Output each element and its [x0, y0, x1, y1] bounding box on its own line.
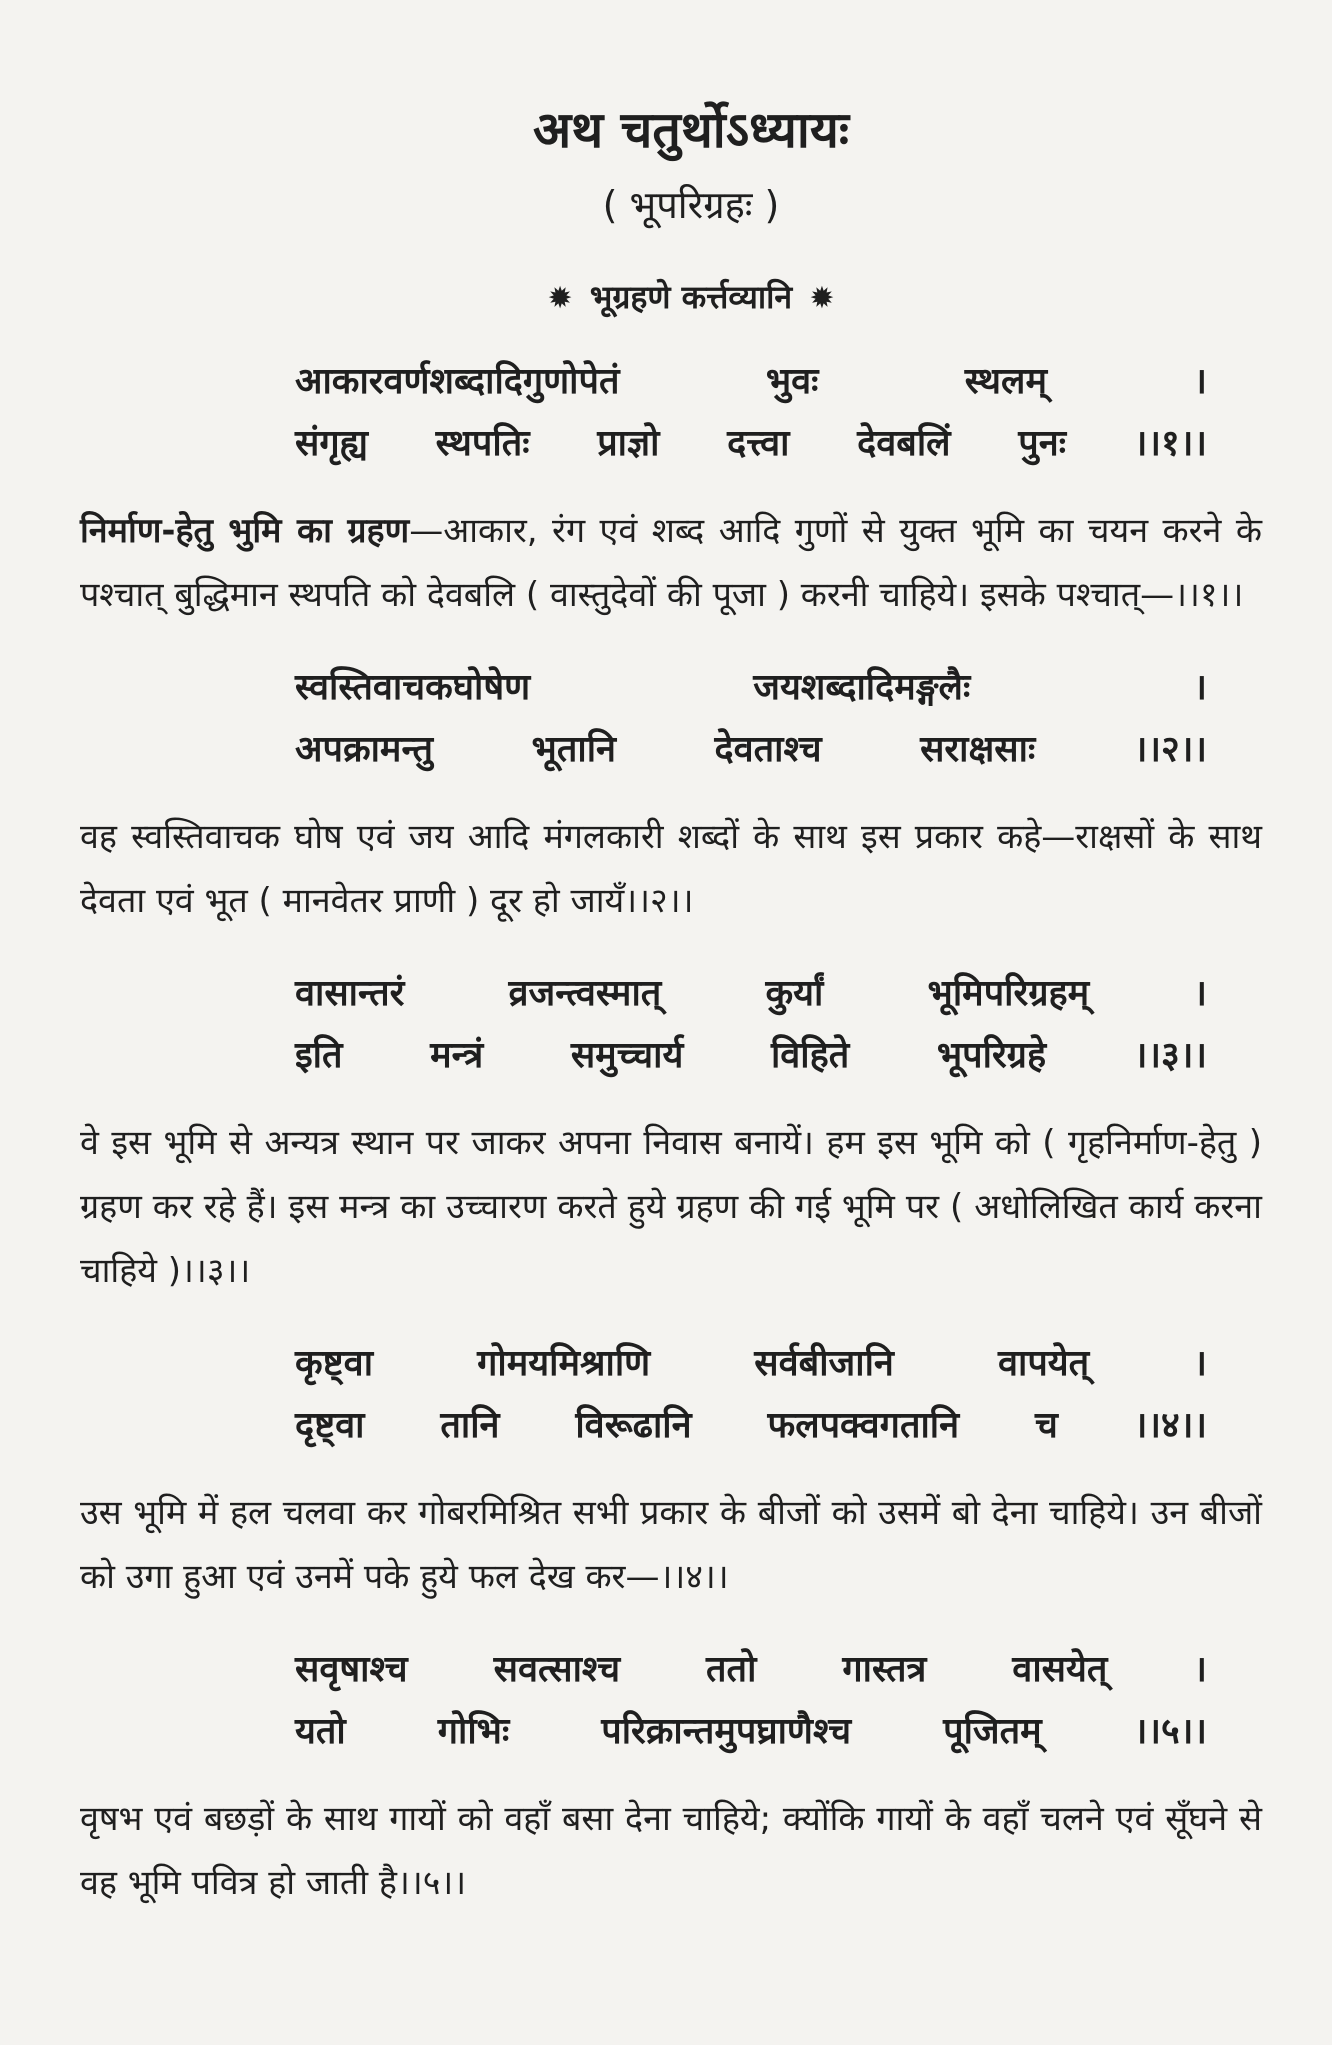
- verse-line: कृष्ट्वा गोमयमिश्राणि सर्वबीजानि वापयेत् ।: [295, 1343, 1207, 1384]
- verse-line: दृष्ट्वा तानि विरूढानि फलपक्वगतानि च ।।४।।: [295, 1405, 1207, 1446]
- verse-line: स्वस्तिवाचकघोषेण जयशब्दादिमङ्गलैः ।: [295, 667, 1207, 708]
- section-heading-text: भूग्रहणे कर्त्तव्यानि: [589, 278, 793, 316]
- translation-1: [80, 499, 1302, 627]
- translation-text: —आकार, रंग एवं शब्द आदि गुणों से युक्त भूमि का चयन करने के पश्चात् बुद्धिमान स्थपति को देवबलि ( वास्तुदेवों की पूजा ) करनी चाहिये। इसके पश्चात्—।।१।।: [80, 511, 1262, 615]
- section-heading: [80, 273, 1302, 323]
- translation-3: वे इस भूमि से अन्यत्र स्थान पर जाकर अपना निवास बनायें। हम इस भूमि को ( गृहनिर्माण-हेतु ) ग्रहण कर रहे हैं। इस मन्त्र का उच्चारण करते हुये ग्रहण की गई भूमि पर ( अधोलिखित कार्य करना चाहिये )।।३।।: [80, 1123, 1262, 1291]
- verse-line: अपक्रामन्तु भूतानि देवताश्च सराक्षसाः ।।२।।: [295, 729, 1207, 770]
- asterisk-ornament-right: ✹: [809, 281, 835, 316]
- chapter-subtitle: ( भूपरिग्रहः ): [602, 183, 780, 227]
- chapter-title: अथ चतुर्थोऽध्यायः: [533, 101, 849, 159]
- verse-line: संगृह्य स्थपतिः प्राज्ञो दत्त्वा देवबलिं पुनः ।।१।।: [295, 423, 1207, 464]
- verse-2: [80, 657, 1302, 781]
- asterisk-ornament-left: ✹: [547, 281, 573, 316]
- translation-4: उस भूमि में हल चलवा कर गोबरमिश्रित सभी प्रकार के बीजों को उसमें बो देना चाहिये। उन बीजों को उगा हुआ एवं उनमें पके हुये फल देख कर—।।४।।: [80, 1493, 1262, 1597]
- translation-5: वृषभ एवं बछड़ों के साथ गायों को वहाँ बसा देना चाहिये; क्योंकि गायों के वहाँ चलने एवं सूँघने से वह भूमि पवित्र हो जाती है।।५।।: [80, 1799, 1262, 1903]
- translation-2: वह स्वस्तिवाचक घोष एवं जय आदि मंगलकारी शब्दों के साथ इस प्रकार कहे—राक्षसों के साथ देवता एवं भूत ( मानवेतर प्राणी ) दूर हो जायँ।।२।।: [80, 817, 1262, 921]
- translation-heading: निर्माण-हेतु भुमि का ग्रहण: [80, 511, 410, 551]
- verse-line: आकारवर्णशब्दादिगुणोपेतं भुवः स्थलम् ।: [295, 361, 1207, 402]
- verse-1: [80, 351, 1302, 475]
- verse-3: [80, 963, 1302, 1087]
- verse-line: यतो गोभिः परिक्रान्तमुपघ्राणैश्च पूजितम् ।।५।।: [295, 1711, 1207, 1752]
- verse-line: इति मन्त्रं समुच्चार्य विहिते भूपरिग्रहे ।।३।।: [295, 1035, 1207, 1076]
- verse-5: [80, 1639, 1302, 1763]
- verse-4: [80, 1333, 1302, 1457]
- verse-line: सवृषाश्च सवत्साश्च ततो गास्तत्र वासयेत् ।: [295, 1649, 1207, 1690]
- verse-line: वासान्तरं व्रजन्त्वस्मात् कुर्यां भूमिपरिग्रहम् ।: [295, 973, 1207, 1014]
